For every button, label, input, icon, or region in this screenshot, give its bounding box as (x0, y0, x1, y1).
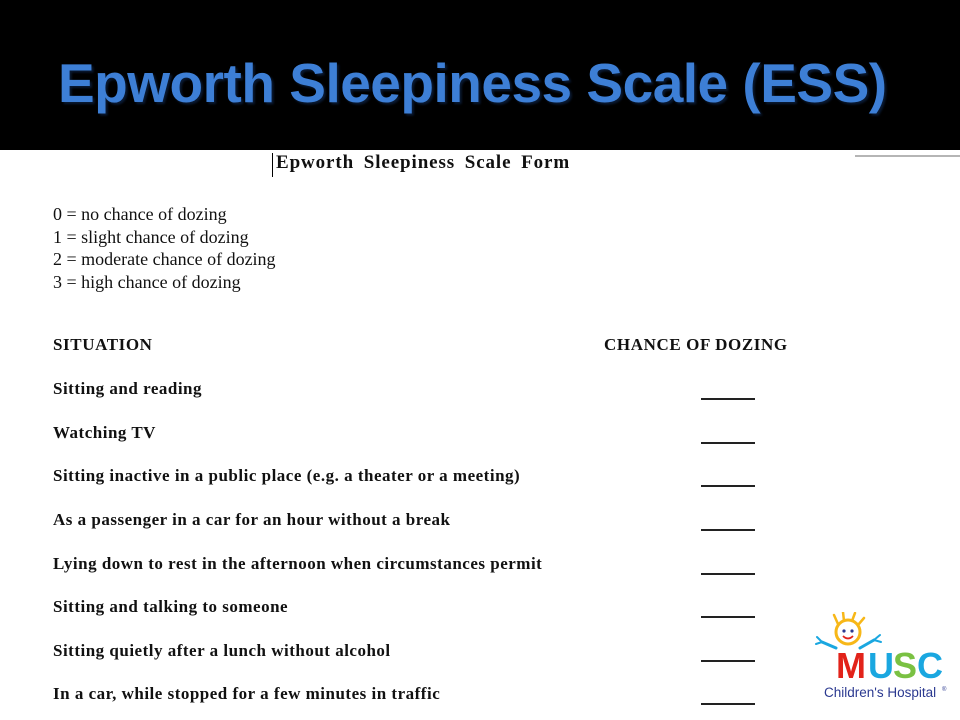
answer-blank[interactable] (701, 529, 755, 531)
answer-blank[interactable] (701, 616, 755, 618)
answer-blank[interactable] (701, 703, 755, 705)
situation-row (53, 379, 773, 409)
answer-blank[interactable] (701, 660, 755, 662)
legend-item-3: 3 = high chance of dozing (53, 271, 241, 292)
decorative-rule (855, 155, 960, 157)
chance-column-header: CHANCE OF DOZING (604, 335, 788, 354)
legend-item-1: 1 = slight chance of dozing (53, 226, 249, 247)
musc-childrens-hospital-logo (814, 612, 954, 704)
slide-header (0, 0, 960, 150)
logo-letter-s: S (893, 645, 918, 686)
situation-row (53, 510, 773, 540)
logo-letter-m: M (836, 645, 866, 686)
situation-label: In a car, while stopped for a few minutes in traffic (53, 684, 441, 703)
form-title: Epworth Sleepiness Scale Form (276, 152, 571, 173)
logo-letter-u: U (868, 645, 894, 686)
child-figure-icon (816, 612, 881, 648)
situation-row (53, 641, 773, 671)
situation-label: Sitting and talking to someone (53, 597, 289, 616)
situation-label: As a passenger in a car for an hour without a break (53, 510, 451, 529)
situation-row (53, 423, 773, 453)
answer-blank[interactable] (701, 573, 755, 575)
situation-label: Lying down to rest in the afternoon when circumstances permit (53, 554, 543, 573)
logo-letter-c: C (917, 645, 943, 686)
answer-blank[interactable] (701, 442, 755, 444)
registered-mark: ® (942, 687, 947, 693)
situation-column-header: SITUATION (53, 335, 153, 354)
answer-blank[interactable] (701, 398, 755, 400)
logo-subtitle: Children's Hospital (824, 685, 937, 700)
situation-row (53, 554, 773, 584)
scoring-legend (53, 203, 276, 293)
answer-blank[interactable] (701, 485, 755, 487)
slide-title: Epworth Sleepiness Scale (ESS) (58, 52, 887, 114)
legend-item-2: 2 = moderate chance of dozing (53, 249, 276, 269)
situation-label: Watching TV (53, 423, 156, 442)
situation-label: Sitting inactive in a public place (e.g. a theater or a meeting) (53, 466, 521, 485)
legend-item-0: 0 = no chance of dozing (53, 204, 227, 224)
situation-label: Sitting and reading (53, 379, 203, 398)
situation-row (53, 597, 773, 627)
situation-row (53, 466, 773, 496)
text-cursor (272, 153, 273, 177)
situation-label: Sitting quietly after a lunch without alcohol (53, 641, 391, 660)
situation-row (53, 684, 773, 714)
